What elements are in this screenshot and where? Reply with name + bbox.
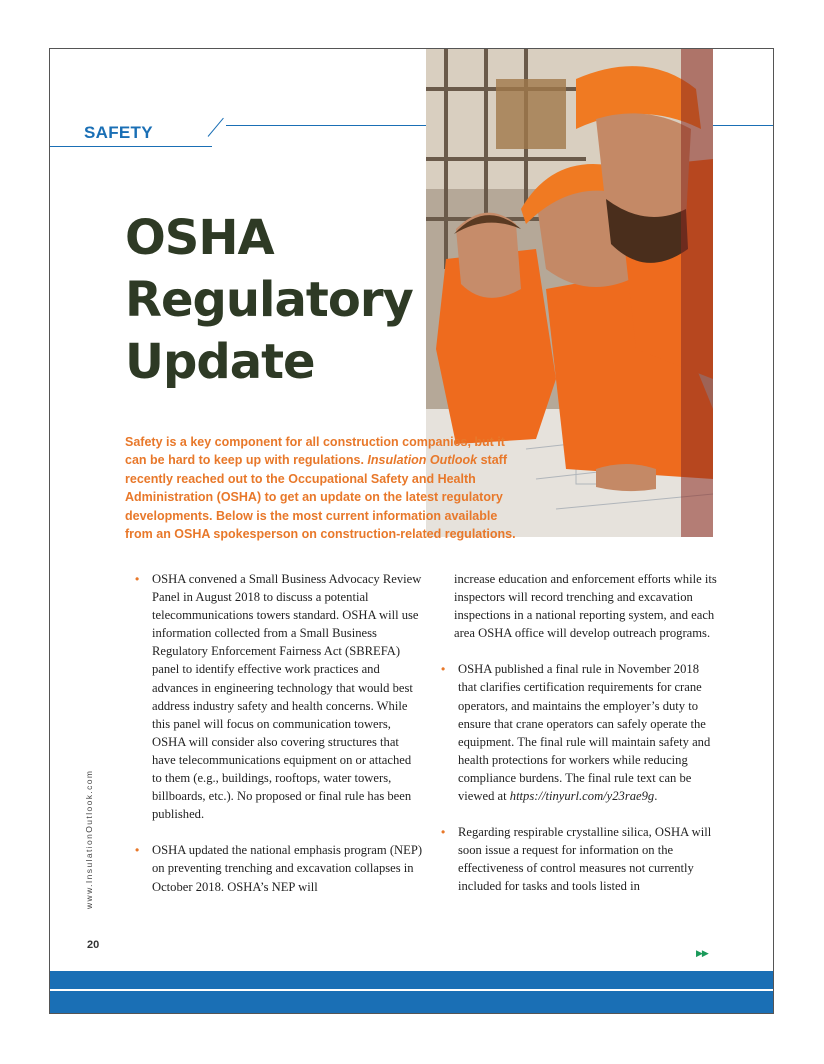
bullet-text: OSHA updated the national emphasis program (NEP) on preventing trenching and excavation collapses in October 2018. OSHA’s NEP will: [152, 843, 423, 894]
page-number: 20: [87, 939, 100, 951]
bullet-dot: •: [441, 662, 446, 677]
crane-rule-link[interactable]: https://tinyurl.com/y23rae9g: [509, 789, 655, 804]
header-rule-slant: [208, 118, 224, 137]
title-line-2: Regulatory: [125, 272, 413, 328]
next-page-arrows-icon[interactable]: ▶▶: [696, 949, 708, 959]
column-left: [132, 570, 422, 914]
footer-band-top: [50, 971, 774, 989]
title-line-3: Update: [125, 334, 315, 390]
website-sidebar[interactable]: www.InsulationOutlook.com: [84, 769, 94, 909]
header-rule-right: [713, 125, 774, 126]
bullet-text: OSHA convened a Small Business Advocacy Review Panel in August 2018 to discuss a potential telecommunications towers standard. OSHA will use information collected from a Small Business Regulatory Enforcement Fairness Act (SBREFA) panel to identify effective work practices and advances in engineering technology that would best address industry safety and health concerns. While this panel will focus on communication towers, OSHA will consider also covering structures that have telecommunications equipment on or attached to them (e.g., buildings, rooftops, water towers, billboards, etc.). No proposed or final rule has been published.: [152, 572, 422, 822]
section-label: SAFETY: [84, 123, 153, 142]
magazine-page: [49, 48, 774, 1014]
bullet-item-nep: [132, 841, 422, 895]
publication-name: Insulation Outlook: [367, 453, 478, 468]
bullet-item-telecom: [132, 570, 422, 823]
intro-text-end: staff recently reached out to the Occupational Safety and Health Administration (OSHA) to get an update on the latest regulatory developments. Below is the most current information available from an OSHA spokesperson on construction-related regulations.: [125, 453, 516, 542]
bullet-item-crane: [438, 660, 720, 805]
bullet-text: OSHA published a final rule in November 2018 that clarifies certification requirements for crane operators, and maintains the employer’s duty to ensure that crane operators can safely operate the equipment. The final rule will maintain safety and health protections for workers while reducing compliance burdens. The final rule text can be viewed at: [458, 662, 711, 804]
link-period: .: [654, 789, 658, 804]
bullet-dot: •: [441, 825, 446, 840]
intro-paragraph: [125, 433, 525, 543]
bullet-dot: •: [135, 572, 140, 586]
article-title: [125, 207, 413, 393]
header-rule-top: [226, 125, 426, 126]
bullet-item-silica: [438, 823, 720, 895]
column-right: [438, 570, 720, 914]
title-line-1: OSHA: [125, 210, 274, 266]
nep-continuation: increase education and enforcement efforts while its inspectors will record trenching and excavation inspections in a national reporting system, and each area OSHA office will develop outreach programs.: [454, 572, 717, 641]
bullet-dot: •: [135, 843, 140, 858]
intro-text-start: Safety is a key component for all construction companies, but it can be hard to keep up with regulations.: [125, 435, 505, 468]
bullet-text: Regarding respirable crystalline silica, OSHA will soon issue a request for information on the effectiveness of control measures not currently included for tasks and tools listed in: [458, 825, 712, 894]
header-rule-left: [50, 146, 212, 147]
footer-band-bottom: [50, 991, 774, 1014]
